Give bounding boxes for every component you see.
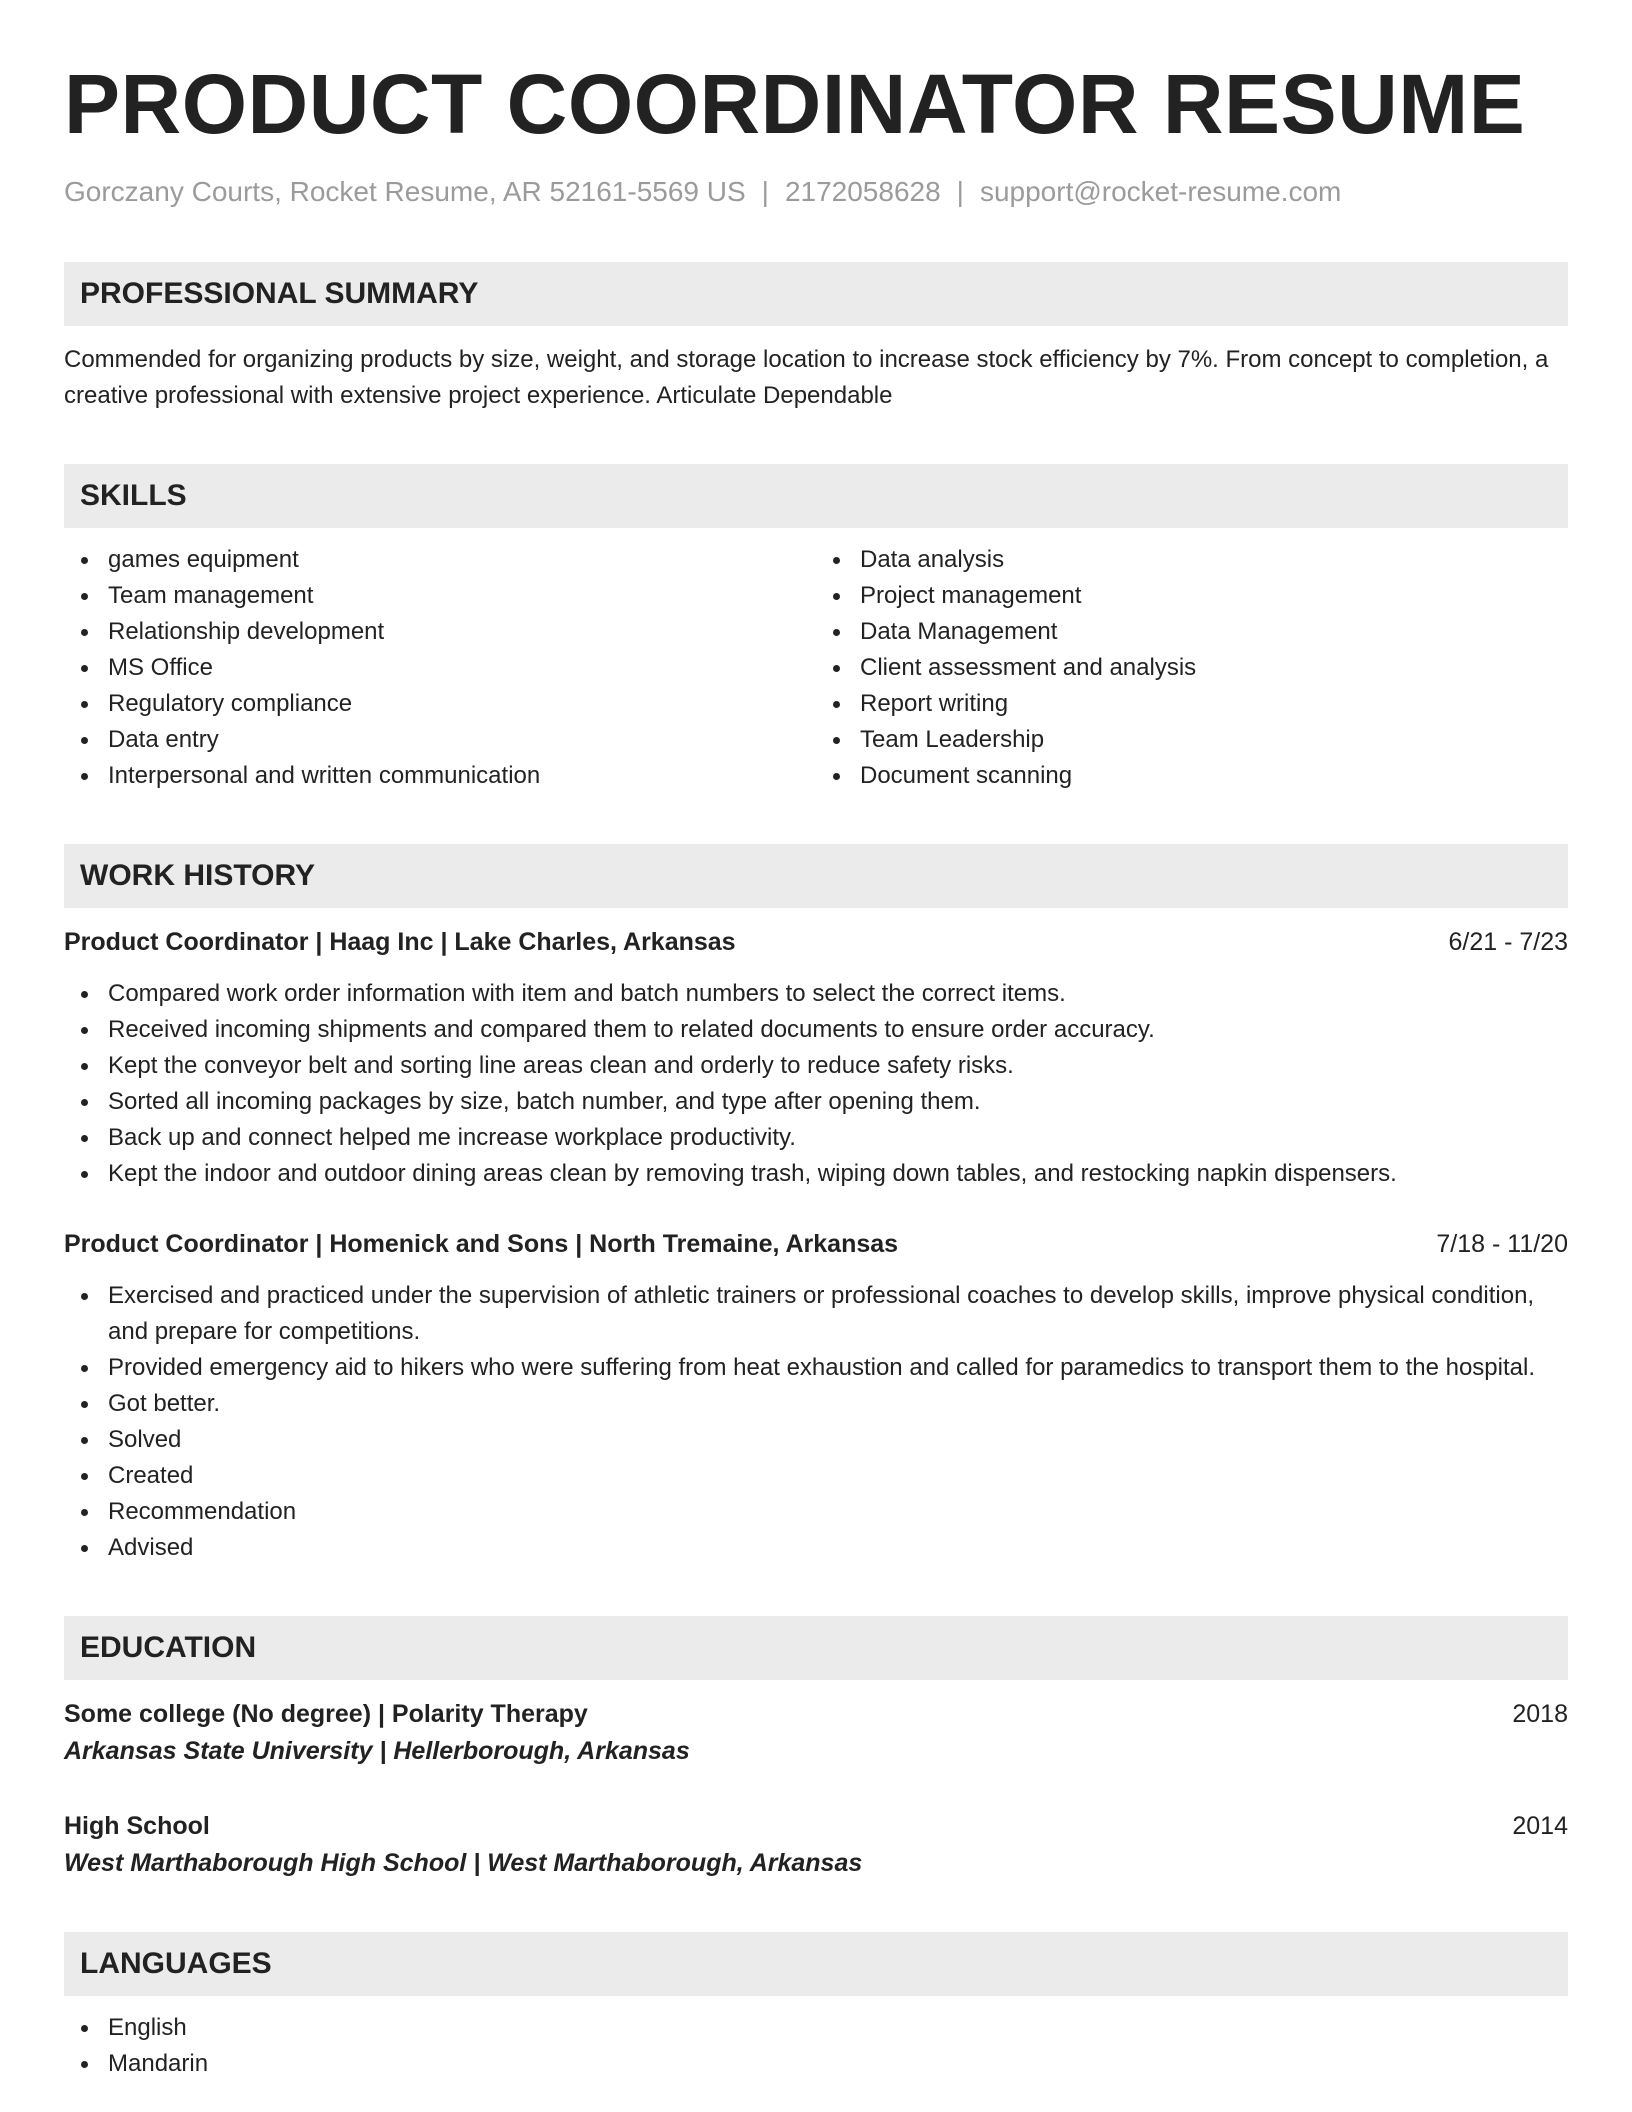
job-dates: 7/18 - 11/20 [1436,1230,1568,1258]
list-item: Interpersonal and written communication [64,758,816,794]
education-school: Arkansas State University | Hellerborough, Arkansas [64,1737,690,1765]
list-item: Document scanning [816,758,1568,794]
summary-text: Commended for organizing products by size, weight, and storage location to increase stock efficiency by 7%. From concept to completion, a creative professional with extensive project experience. Articulate Dependable [64,346,1549,409]
contact-separator: | [956,176,964,207]
list-item: Data analysis [816,542,1568,578]
education-entry [64,1808,1568,1882]
list-item: Report writing [816,686,1568,722]
list-item: Client assessment and analysis [816,650,1568,686]
list-item: Sorted all incoming packages by size, batch number, and type after opening them. [64,1084,1568,1120]
education-header [64,1808,1568,1844]
contact-email: support@rocket-resume.com [979,176,1342,207]
education-year: 2014 [1512,1812,1568,1840]
job-title: Product Coordinator | Homenick and Sons | North Tremaine, Arkansas [64,1230,899,1258]
education-degree: Some college (No degree) | Polarity Therapy [64,1700,588,1728]
list-item: Provided emergency aid to hikers who were suffering from heat exhaustion and called for paramedics to transport them to the hospital. [64,1350,1568,1386]
list-item: Data entry [64,722,816,758]
list-item: Relationship development [64,614,816,650]
list-item: Compared work order information with item and batch numbers to select the correct items. [64,976,1568,1012]
list-item: Data Management [816,614,1568,650]
list-item: games equipment [64,542,816,578]
list-item: Kept the conveyor belt and sorting line areas clean and orderly to reduce safety risks. [64,1048,1568,1084]
education-year: 2018 [1512,1700,1568,1728]
contact-line [64,172,1568,212]
list-item: Project management [816,578,1568,614]
section-heading-summary: PROFESSIONAL SUMMARY [64,262,1568,326]
section-heading-skills: SKILLS [64,464,1568,528]
education-entry [64,1696,1568,1770]
list-item: Solved [64,1422,1568,1458]
skills-column-left [64,542,816,794]
resume-title: PRODUCT COORDINATOR RESUME [64,57,1526,151]
list-item: Regulatory compliance [64,686,816,722]
section-heading-education: EDUCATION [64,1616,1568,1680]
skills-column-right [816,542,1568,794]
job-header [64,924,1568,960]
list-item: English [64,2010,1568,2046]
job-entry [64,924,1568,1192]
contact-separator: | [761,176,769,207]
contact-phone: 2172058628 [784,176,941,207]
list-item: Created [64,1458,1568,1494]
contact-address: Gorczany Courts, Rocket Resume, AR 52161-5569 US [64,176,746,207]
list-item: Recommendation [64,1494,1568,1530]
list-item: Advised [64,1530,1568,1566]
job-title: Product Coordinator | Haag Inc | Lake Charles, Arkansas [64,928,736,956]
skills-list [64,542,1568,794]
list-item: Team management [64,578,816,614]
languages-list [64,2010,1568,2082]
job-dates: 6/21 - 7/23 [1448,928,1568,956]
education-degree: High School [64,1812,210,1840]
job-bullets [64,976,1568,1192]
section-heading-work-history: WORK HISTORY [64,844,1568,908]
job-entry [64,1226,1568,1566]
list-item: MS Office [64,650,816,686]
list-item: Team Leadership [816,722,1568,758]
education-school: West Marthaborough High School | West Marthaborough, Arkansas [64,1849,863,1877]
list-item: Mandarin [64,2046,1568,2082]
list-item: Received incoming shipments and compared them to related documents to ensure order accuracy. [64,1012,1568,1048]
education-header [64,1696,1568,1732]
job-bullets [64,1278,1568,1566]
section-heading-languages: LANGUAGES [64,1932,1568,1996]
job-header [64,1226,1568,1262]
list-item: Back up and connect helped me increase workplace productivity. [64,1120,1568,1156]
list-item: Got better. [64,1386,1568,1422]
list-item: Kept the indoor and outdoor dining areas clean by removing trash, wiping down tables, and restocking napkin dispensers. [64,1156,1568,1192]
list-item: Exercised and practiced under the supervision of athletic trainers or professional coaches to develop skills, improve physical condition, and prepare for competitions. [64,1278,1568,1350]
